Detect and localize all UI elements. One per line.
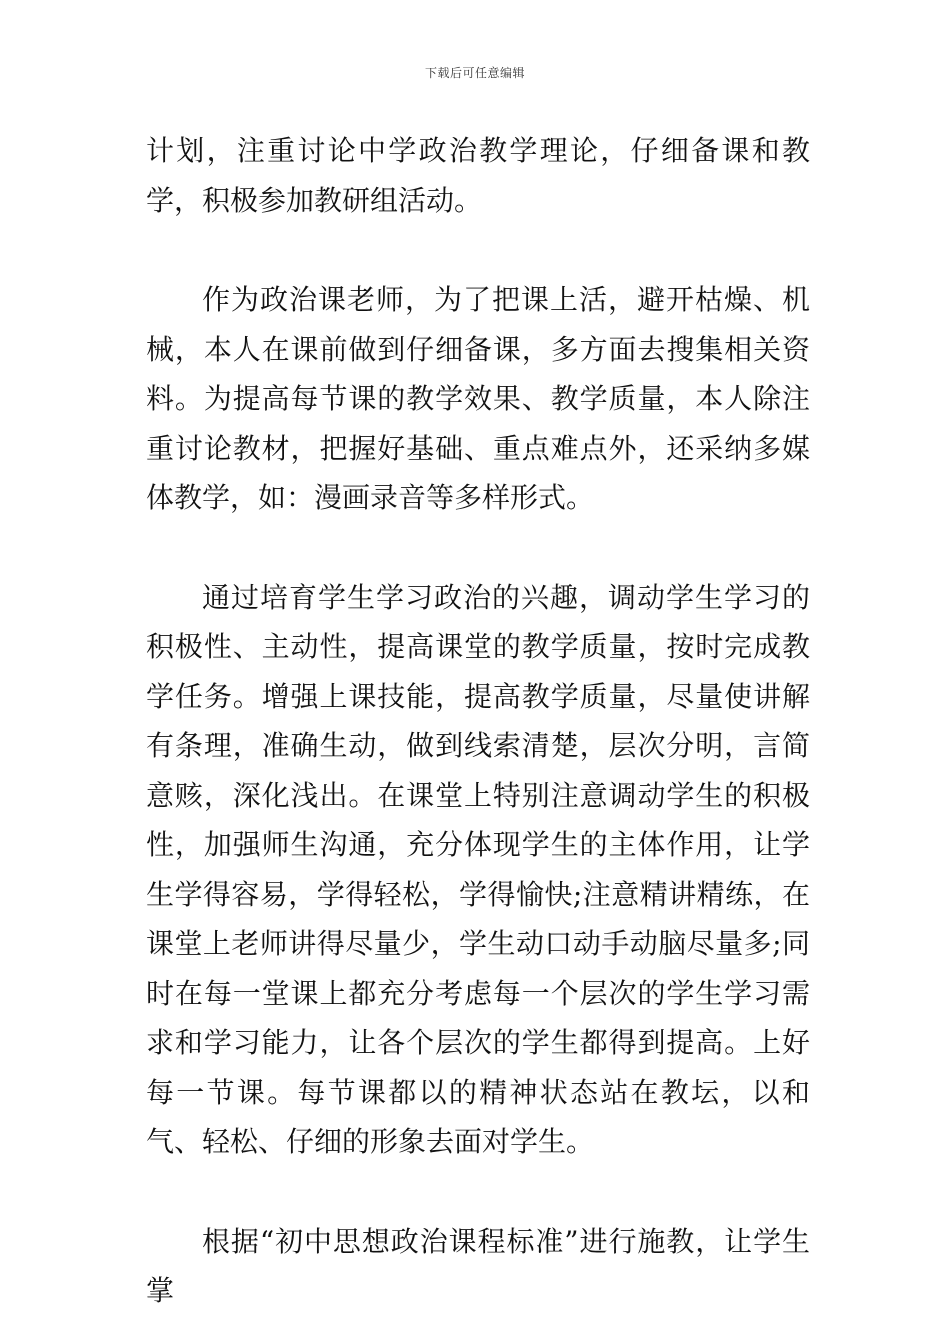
page-header: 下载后可任意编辑 [424,66,525,80]
paragraph-4: 根据“初中思想政治课程标准”进行施教，让学生掌 [146,1224,810,1307]
paragraph-1: 计划，注重讨论中学政治教学理论，仔细备课和教学，积极参加教研组活动。 [146,134,810,217]
paragraph-gap [146,523,810,573]
paragraph-3: 通过培育学生学习政治的兴趣，调动学生学习的积极性、主动性，提高课堂的教学质量，按时完成教学任务。增强上课技能，提高教学质量，尽量使讲解有条理，准确生动，做到线索清楚，层次分明，言简意赅，深化浅出。在课堂上特别注意调动学生的积极性，加强师生沟通，充分体现学生的主体作用，让学生学得容易，学得轻松，学得愉快;注意精讲精练，在课堂上老师讲得尽量少，学生动口动手动脑尽量多;同时在每一堂课上都充分考虑每一个层次的学生学习需求和学习能力，让各个层次的学生都得到提高。上好每一节课。每节课都以的精神状态站在教坛，以和气、轻松、仔细的形象去面对学生。 [146,580,810,1158]
paragraph-gap [146,225,810,275]
paragraph-gap [146,1167,810,1217]
document-body [146,126,810,1316]
paragraph-2: 作为政治课老师，为了把课上活，避开枯燥、机械，本人在课前做到仔细备课，多方面去搜集相关资料。为提高每节课的教学效果、教学质量，本人除注重讨论教材，把握好基础、重点难点外，还采纳多媒体教学，如：漫画录音等多样形式。 [146,283,810,514]
